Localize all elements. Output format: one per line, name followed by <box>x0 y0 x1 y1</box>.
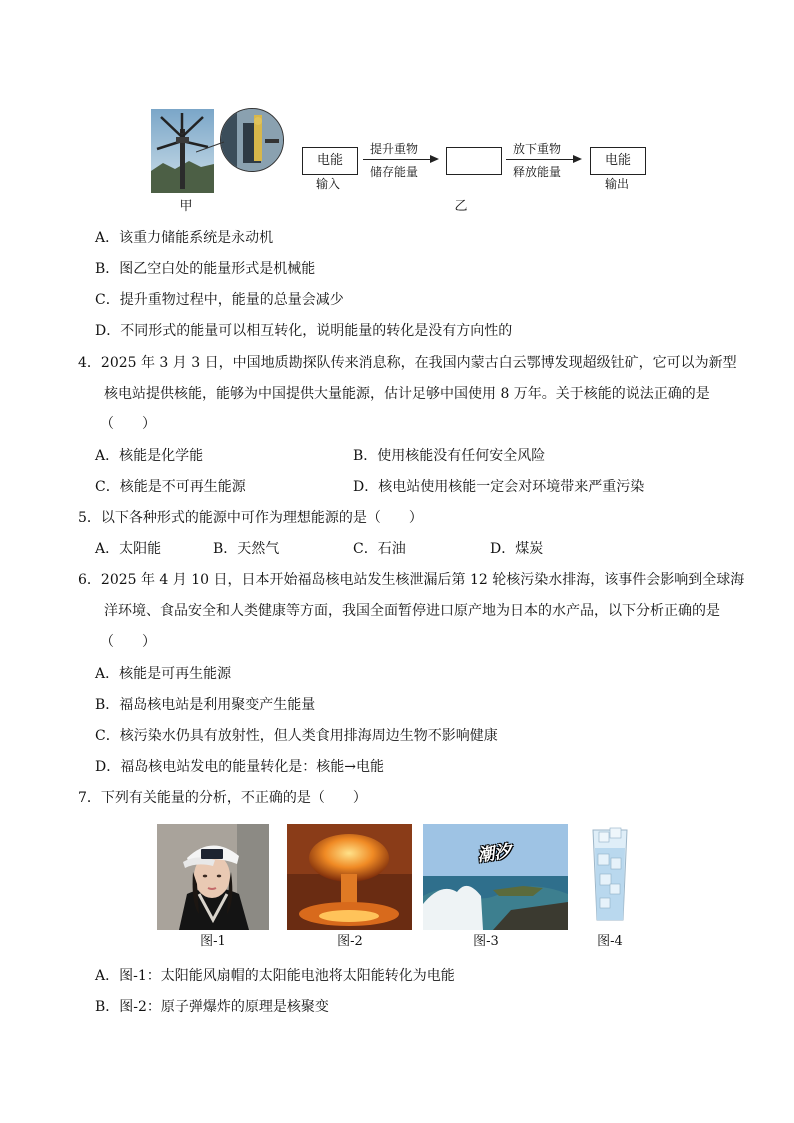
q3-option-a: A．该重力储能系统是永动机 <box>95 230 274 246</box>
q6-option-d: D．福岛核电站发电的能量转化是：核能→电能 <box>95 759 384 775</box>
q6-option-b: B．福岛核电站是利用聚变产生能量 <box>95 697 316 713</box>
q4-option-b: B．使用核能没有任何安全风险 <box>353 448 546 464</box>
q6-stem-line2: 洋环境、食品安全和人类健康等方面，我国全面暂停进口原产地为日本的水产品，以下分析正确的是 <box>104 603 720 619</box>
box-electric-output: 电能 <box>590 147 646 175</box>
arrow1-top-label: 提升重物 <box>370 142 419 156</box>
pointer-line <box>196 138 226 150</box>
q3-option-c: C．提升重物过程中，能量的总量会减少 <box>95 292 344 308</box>
q4-option-c: C．核能是不可再生能源 <box>95 479 246 495</box>
caption-fig3: 图-3 <box>473 934 499 949</box>
arrow1-bottom-label: 储存能量 <box>370 165 419 179</box>
caption-fig4: 图-4 <box>597 934 623 949</box>
q5-option-c: C．石油 <box>353 541 406 557</box>
q4-option-a: A．核能是化学能 <box>95 448 204 464</box>
arrow-2 <box>506 159 580 160</box>
q3-option-d: D．不同形式的能量可以相互转化，说明能量的转化是没有方向性的 <box>95 323 513 339</box>
photo-nuclear-explosion <box>287 824 412 930</box>
q5-stem: 5．以下各种形式的能源中可作为理想能源的是（ ） <box>78 510 423 526</box>
q6-stem-line1: 6．2025 年 4 月 10 日，日本开始福岛核电站发生核泄漏后第 12 轮核污染水排海，该事件会影响到全球海 <box>78 572 745 588</box>
q4-option-d: D．核电站使用核能一定会对环境带来严重污染 <box>353 479 645 495</box>
photo-solar-cap <box>157 824 269 930</box>
figure-jia-label: 甲 <box>179 199 193 214</box>
arrow2-top-label: 放下重物 <box>513 142 562 156</box>
q6-answer-paren: （ ） <box>100 634 156 650</box>
q4-answer-paren: （ ） <box>100 416 156 432</box>
arrow-1 <box>363 159 437 160</box>
tide-label: 潮汐 <box>476 841 513 867</box>
figure-yi-label: 乙 <box>454 199 468 214</box>
tower-detail-circle <box>220 108 284 172</box>
label-output: 输出 <box>605 177 630 191</box>
photo-ice-glass <box>590 824 630 924</box>
q7-stem: 7．下列有关能量的分析，不正确的是（ ） <box>78 790 367 806</box>
q5-option-b: B．天然气 <box>213 541 280 557</box>
q3-option-b: B．图乙空白处的能量形式是机械能 <box>95 261 316 277</box>
label-input: 输入 <box>316 177 341 191</box>
arrow2-bottom-label: 释放能量 <box>513 165 562 179</box>
q7-option-b: B．图-2：原子弹爆炸的原理是核聚变 <box>95 999 329 1015</box>
q5-option-a: A．太阳能 <box>95 541 162 557</box>
caption-fig1: 图-1 <box>200 934 226 949</box>
q5-option-d: D．煤炭 <box>490 541 544 557</box>
q4-stem-line1: 4．2025 年 3 月 3 日，中国地质勘探队传来消息称，在我国内蒙古白云鄂博发现超级钍矿，它可以为新型 <box>78 355 737 371</box>
box-blank <box>446 147 502 175</box>
q4-stem-line2: 核电站提供核能，能够为中国提供大量能源，估计足够中国使用 8 万年。关于核能的说法正确的是 <box>104 386 710 402</box>
box-electric-input: 电能 <box>302 147 358 175</box>
q6-option-a: A．核能是可再生能源 <box>95 666 232 682</box>
q7-option-a: A．图-1：太阳能风扇帽的太阳能电池将太阳能转化为电能 <box>95 968 455 984</box>
caption-fig2: 图-2 <box>337 934 363 949</box>
q6-option-c: C．核污染水仍具有放射性，但人类食用排海周边生物不影响健康 <box>95 728 498 744</box>
